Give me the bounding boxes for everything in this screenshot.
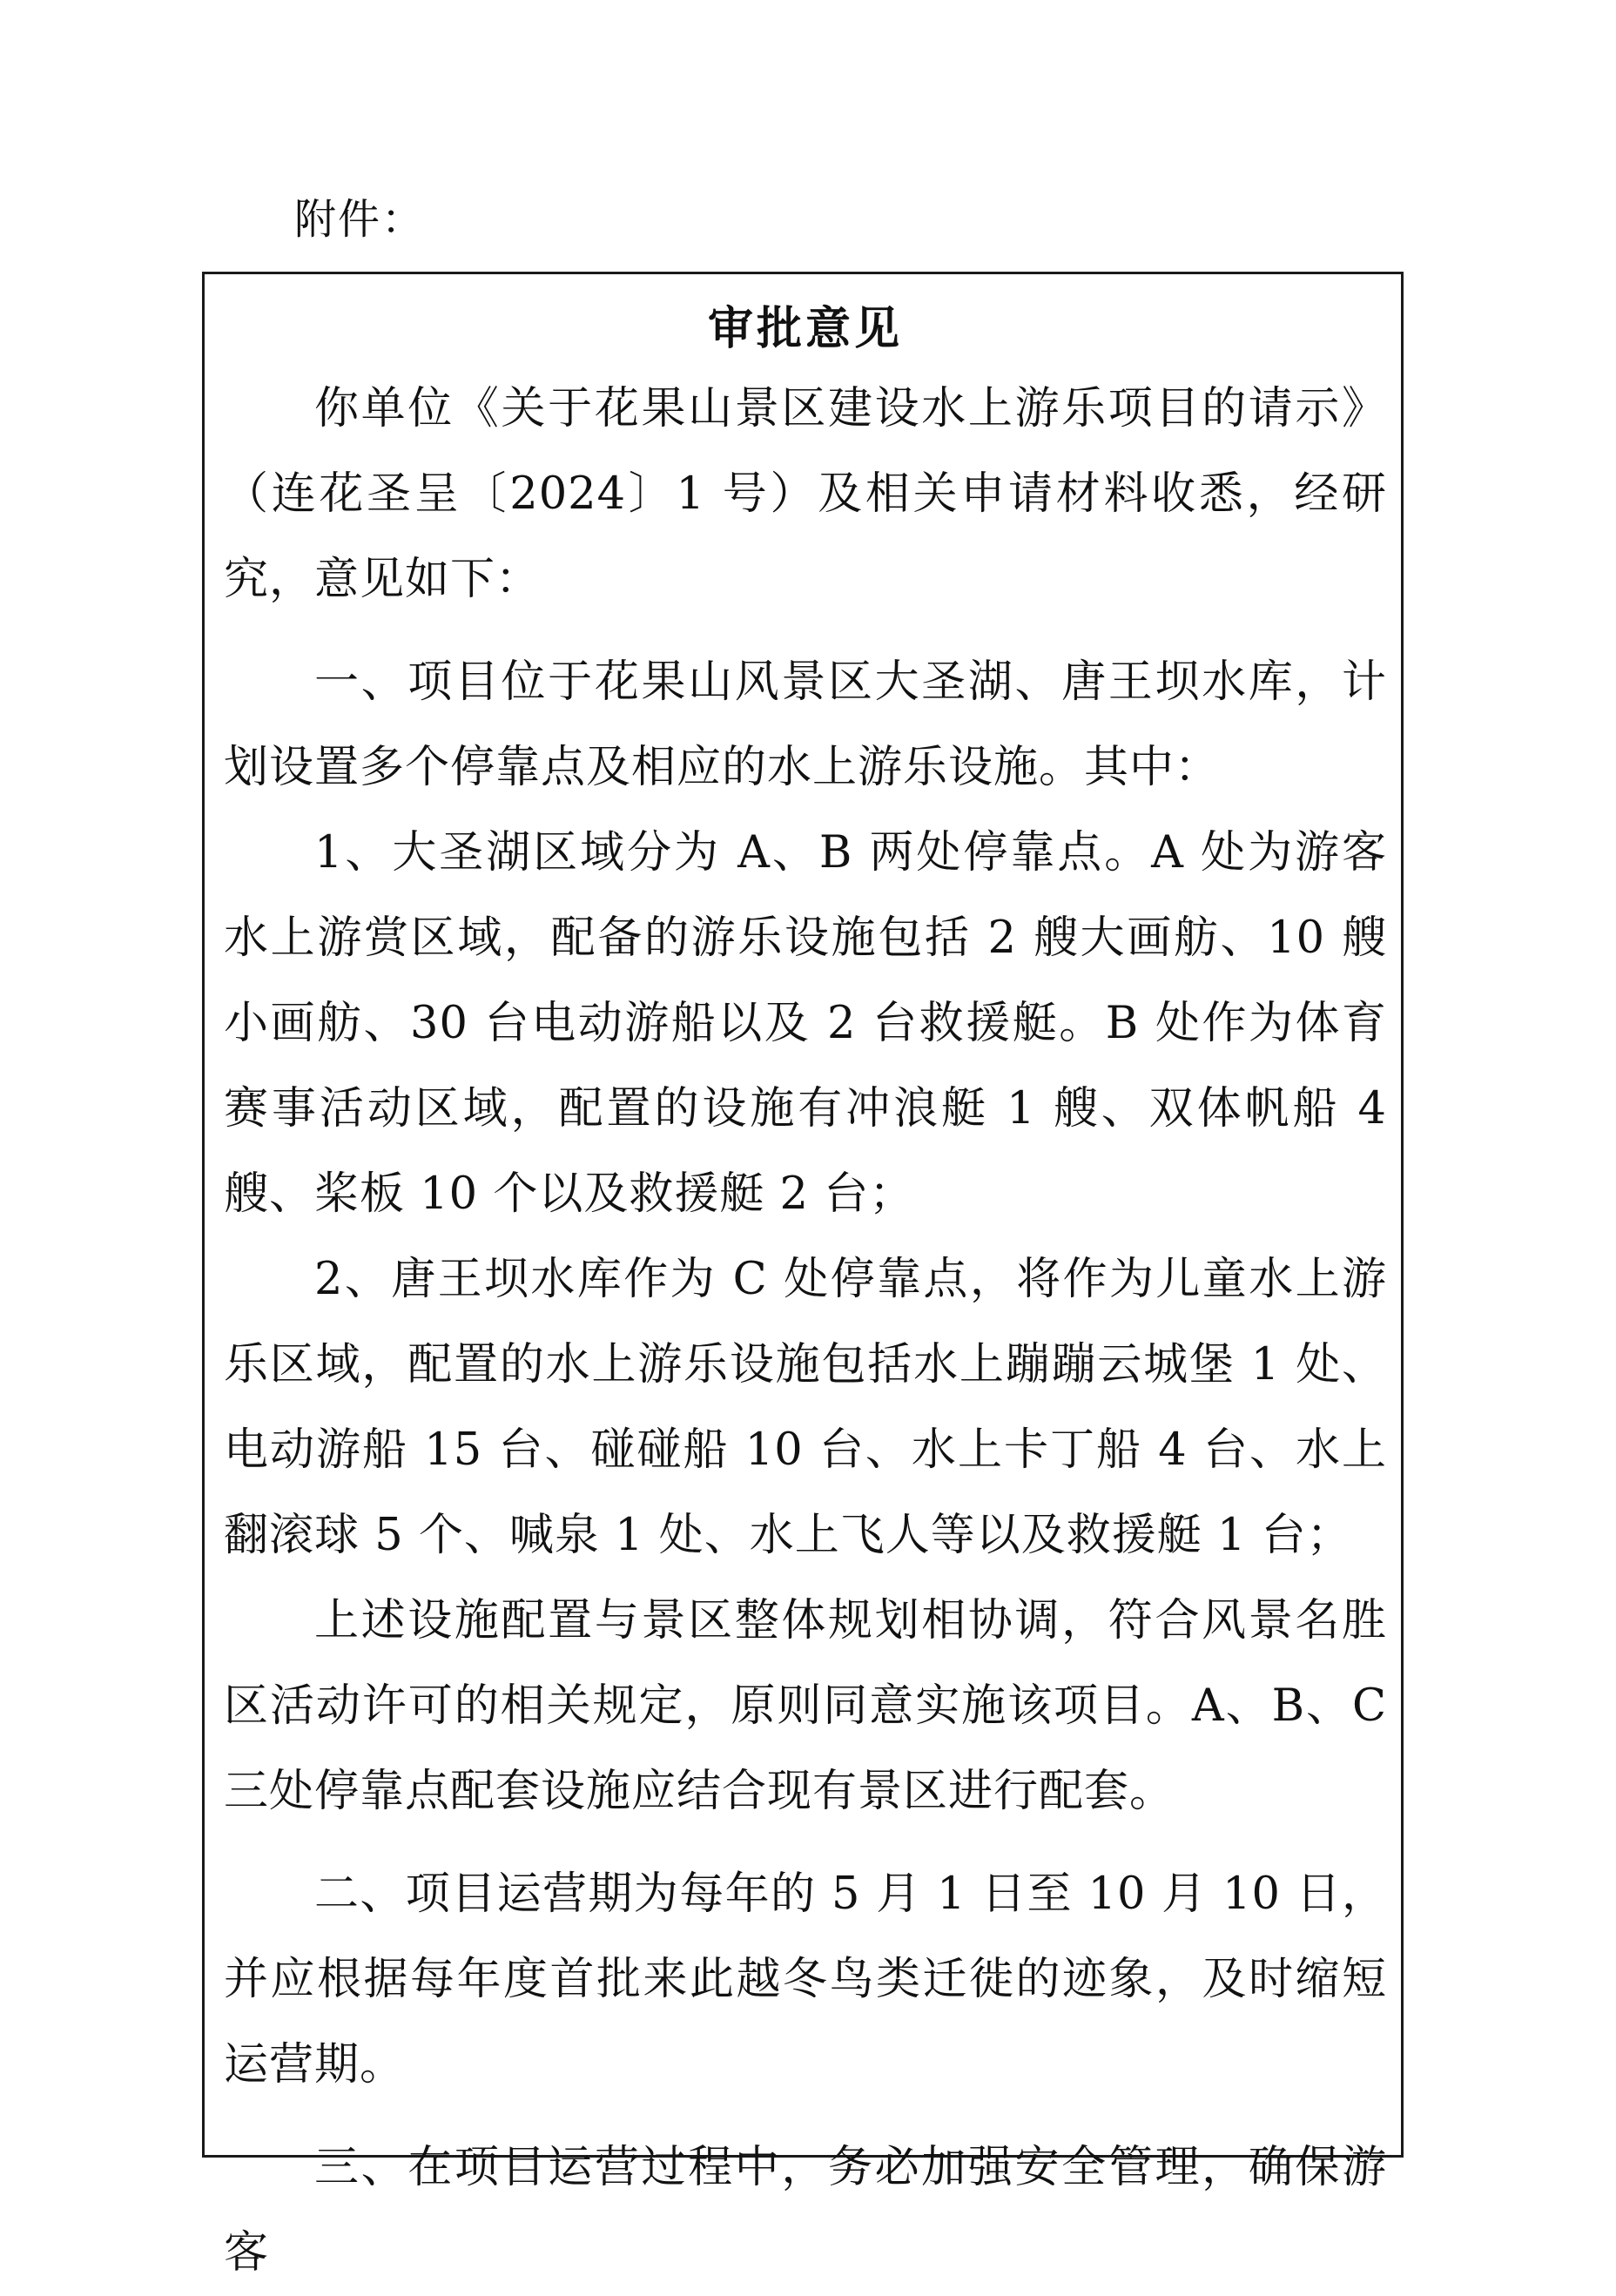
item-two-paragraph: 2、唐王坝水库作为 C 处停靠点，将作为儿童水上游乐区域，配置的水上游乐设施包括水上蹦蹦云城堡 1 处、电动游船 15 台、碰碰船 10 台、水上卡丁船 4 台、水上翻滚球 5 个、喊泉 1 处、水上飞人等以及救援艇 1 台；: [224, 1254, 1387, 1561]
section-three-paragraph: 三、在项目运营过程中，务必加强安全管理，确保游客: [224, 2142, 1387, 2279]
approval-opinion-content: [224, 300, 1387, 2296]
section-two-paragraph: 二、项目运营期为每年的 5 月 1 日至 10 月 10 日，并应根据每年度首批来此越冬鸟类迁徙的迹象，及时缩短运营期。: [224, 1868, 1387, 2091]
section-one-paragraph: 一、项目位于花果山风景区大圣湖、唐王坝水库，计划设置多个停靠点及相应的水上游乐设施。其中：: [224, 656, 1387, 793]
approval-opinion-box: [202, 272, 1404, 2279]
intro-paragraph: 你单位《关于花果山景区建设水上游乐项目的请示》（连花圣呈〔2024〕1 号）及相关申请材料收悉，经研究，意见如下：: [224, 383, 1387, 605]
attachment-label: 附件：: [294, 195, 426, 244]
item-one-paragraph: 1、大圣湖区域分为 A、B 两处停靠点。A 处为游客水上游赏区域，配备的游乐设施包括 2 艘大画舫、10 艘小画舫、30 台电动游船以及 2 台救援艇。B 处作为体育赛事活动区域，配置的设施有冲浪艇 1 艘、双体帆船 4 艘、桨板 10 个以及救援艇 2 台；: [224, 827, 1387, 1220]
document-title: 审批意见: [707, 302, 903, 355]
approval-paragraph: 上述设施配置与景区整体规划相协调，符合风景名胜区活动许可的相关规定，原则同意实施该项目。A、B、C 三处停靠点配套设施应结合现有景区进行配套。: [224, 1595, 1387, 1817]
